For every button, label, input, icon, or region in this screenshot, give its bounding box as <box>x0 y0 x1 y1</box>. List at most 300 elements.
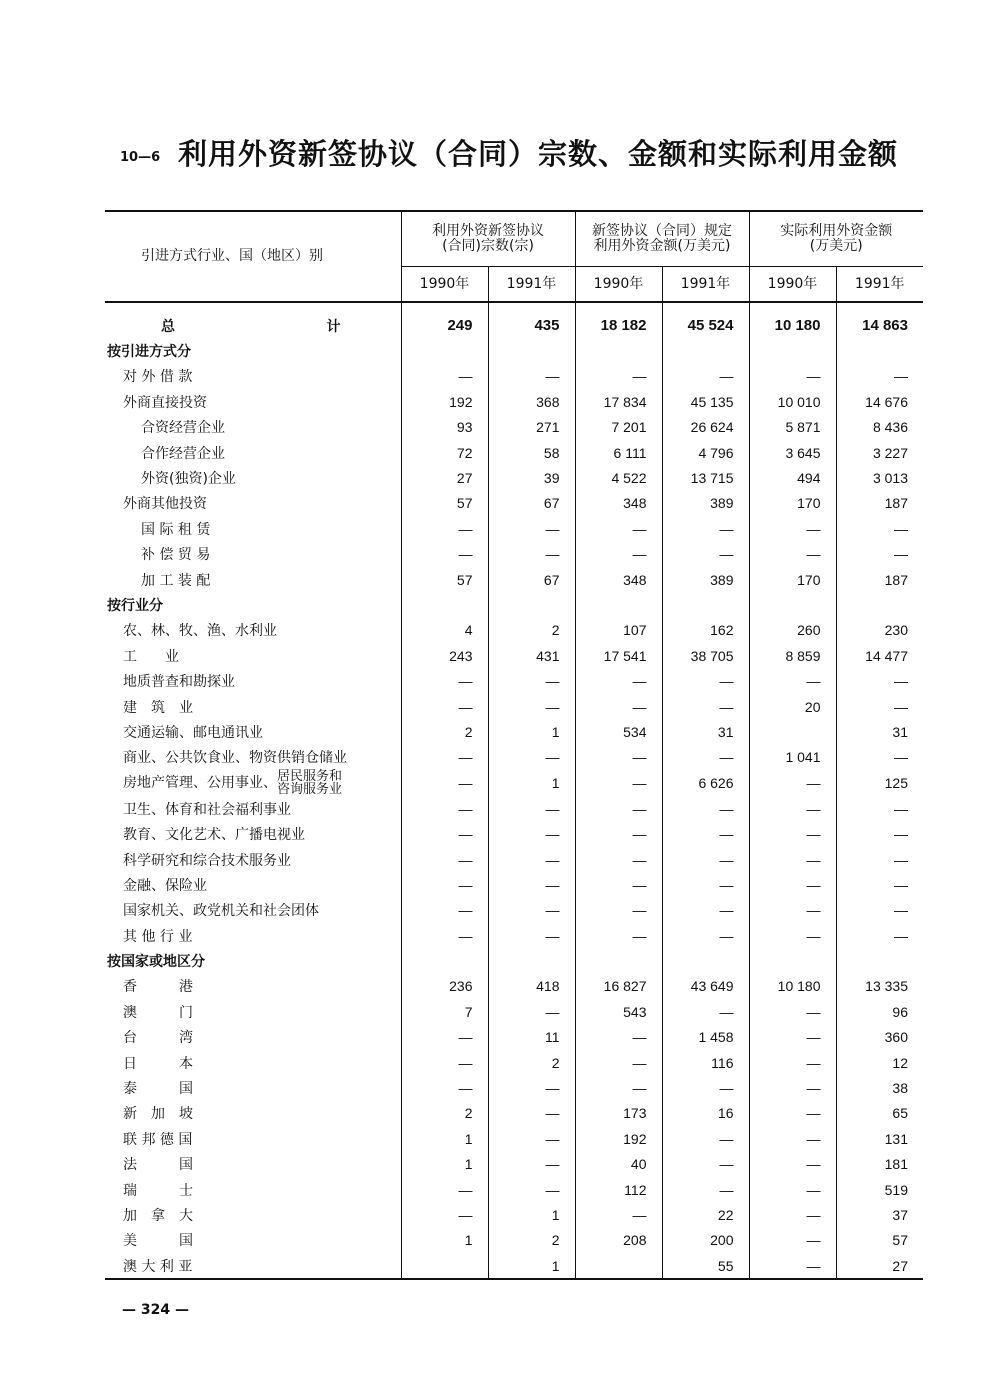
table-cell: 418 <box>488 974 575 999</box>
table-cell: — <box>662 1075 749 1100</box>
table-cell: 192 <box>575 1126 662 1151</box>
row-label: 对 外 借 款 <box>123 369 193 386</box>
table-row <box>105 389 923 414</box>
table-cell: 187 <box>836 491 923 516</box>
table-cell: 192 <box>401 389 488 414</box>
table-cell: — <box>662 516 749 541</box>
row-label: 国 际 租 赁 <box>141 521 211 538</box>
row-label: 加 工 装 配 <box>141 572 211 589</box>
table-cell: — <box>749 923 836 948</box>
table-cell: — <box>575 694 662 719</box>
table-cell: — <box>401 1075 488 1100</box>
table-cell: — <box>488 821 575 846</box>
table-cell: — <box>749 898 836 923</box>
table-cell: — <box>401 821 488 846</box>
row-label: 交通运输、邮电通讯业 <box>123 724 263 741</box>
table-cell: 13 715 <box>662 465 749 490</box>
table-cell: — <box>836 668 923 693</box>
table-cell: — <box>749 1177 836 1202</box>
table-cell: 170 <box>749 491 836 516</box>
table-cell: — <box>836 872 923 897</box>
table-cell: — <box>488 745 575 770</box>
table-cell: 45 524 <box>662 313 749 338</box>
table-cell: 431 <box>488 643 575 668</box>
row-label: 瑞 士 <box>123 1182 193 1199</box>
table-cell: 181 <box>836 1152 923 1177</box>
total-label-part: 计 <box>326 318 341 335</box>
table-cell: 31 <box>836 719 923 744</box>
table-cell: — <box>749 542 836 567</box>
table-cell: 7 201 <box>575 415 662 440</box>
table-row <box>105 364 923 389</box>
table-row <box>105 491 923 516</box>
row-label: 国家机关、政党机关和社会团体 <box>123 903 319 920</box>
row-label: 香 港 <box>123 979 193 996</box>
group-header-contracts: 利用外资新签协议 (合同)宗数(宗) <box>401 211 575 267</box>
table-cell: 1 <box>488 1253 575 1279</box>
table-cell: 162 <box>662 618 749 643</box>
table-cell: — <box>749 1202 836 1227</box>
table-cell: — <box>488 516 575 541</box>
year-header: 1991年 <box>662 267 749 303</box>
table-cell: — <box>662 923 749 948</box>
table-cell <box>401 1253 488 1279</box>
table-cell: 20 <box>749 694 836 719</box>
table-cell: 1 <box>401 1152 488 1177</box>
table-cell: 43 649 <box>662 974 749 999</box>
table-row <box>105 1228 923 1253</box>
row-label-header: 引进方式行业、国（地区）别 <box>141 248 323 264</box>
row-label: 其 他 行 业 <box>123 928 193 945</box>
table-cell: 40 <box>575 1152 662 1177</box>
table-row <box>105 745 923 770</box>
row-label: 联 邦 德 国 <box>123 1131 193 1148</box>
row-label: 工 业 <box>123 648 179 665</box>
table-cell: — <box>662 847 749 872</box>
table-cell: — <box>575 1075 662 1100</box>
table-cell: — <box>401 694 488 719</box>
table-cell: 6 111 <box>575 440 662 465</box>
table-cell: — <box>749 1025 836 1050</box>
table-row <box>105 796 923 821</box>
table-cell: — <box>488 847 575 872</box>
table-cell: — <box>749 999 836 1024</box>
row-label: 商业、公共饮食业、物资供销仓储业 <box>123 750 347 767</box>
table-cell: — <box>662 668 749 693</box>
table-cell: — <box>749 796 836 821</box>
table-cell: 1 <box>401 1228 488 1253</box>
table-cell: 3 645 <box>749 440 836 465</box>
table-cell: — <box>488 1177 575 1202</box>
table-cell: 10 180 <box>749 313 836 338</box>
year-header: 1990年 <box>575 267 662 303</box>
table-cell: 39 <box>488 465 575 490</box>
table-cell: 125 <box>836 770 923 796</box>
table-header <box>105 211 923 302</box>
table-cell: — <box>662 1126 749 1151</box>
table-cell: — <box>749 364 836 389</box>
table-cell: — <box>662 898 749 923</box>
table-cell: 38 705 <box>662 643 749 668</box>
table-cell: 243 <box>401 643 488 668</box>
table-row <box>105 719 923 744</box>
table-row <box>105 668 923 693</box>
table-cell: — <box>662 694 749 719</box>
table-cell: — <box>488 923 575 948</box>
table-cell: — <box>836 745 923 770</box>
row-label: 合作经营企业 <box>141 445 225 462</box>
row-label: 外资(独资)企业 <box>141 471 236 488</box>
table-row <box>105 415 923 440</box>
table-cell: — <box>749 1253 836 1279</box>
table-cell: — <box>488 1126 575 1151</box>
table-cell: — <box>749 1126 836 1151</box>
table-row <box>105 567 923 592</box>
table-cell: — <box>836 847 923 872</box>
table-row <box>105 898 923 923</box>
table-cell: 348 <box>575 567 662 592</box>
table-cell: — <box>749 821 836 846</box>
section-header-row <box>105 338 923 363</box>
table-cell: 260 <box>749 618 836 643</box>
page-title <box>120 132 940 180</box>
table-cell: 5 871 <box>749 415 836 440</box>
table-cell: 348 <box>575 491 662 516</box>
table-cell: 360 <box>836 1025 923 1050</box>
row-label: 金融、保险业 <box>123 877 207 894</box>
table-row <box>105 1177 923 1202</box>
table-cell: 65 <box>836 1101 923 1126</box>
table-cell: — <box>749 1152 836 1177</box>
table-cell: 3 013 <box>836 465 923 490</box>
table-row <box>105 694 923 719</box>
table-row <box>105 770 923 796</box>
table-cell: 230 <box>836 618 923 643</box>
table-cell: — <box>488 542 575 567</box>
statistics-table <box>105 210 923 1280</box>
group-header-actual-amount: 实际利用外资金额 (万美元) <box>749 211 923 267</box>
table-cell: — <box>575 668 662 693</box>
table-cell: — <box>488 694 575 719</box>
table-cell: 187 <box>836 567 923 592</box>
row-label: 卫生、体育和社会福利事业 <box>123 801 291 818</box>
table-row <box>105 440 923 465</box>
table-cell: 8 859 <box>749 643 836 668</box>
table-cell: 45 135 <box>662 389 749 414</box>
table-cell: 534 <box>575 719 662 744</box>
table-cell: 494 <box>749 465 836 490</box>
table-cell: 2 <box>488 1050 575 1075</box>
table-cell: 1 <box>488 719 575 744</box>
table-cell: — <box>575 847 662 872</box>
table-cell: — <box>401 542 488 567</box>
table-cell: — <box>662 999 749 1024</box>
table-cell: — <box>575 821 662 846</box>
table-cell: — <box>836 516 923 541</box>
table-cell: 3 227 <box>836 440 923 465</box>
table-cell: — <box>488 1152 575 1177</box>
table-cell: — <box>401 745 488 770</box>
table-cell: — <box>749 516 836 541</box>
table-cell: 236 <box>401 974 488 999</box>
table-cell: 55 <box>662 1253 749 1279</box>
table-cell: 7 <box>401 999 488 1024</box>
table-cell: 17 541 <box>575 643 662 668</box>
table-cell: 116 <box>662 1050 749 1075</box>
year-header: 1990年 <box>749 267 836 303</box>
row-label: 泰 国 <box>123 1081 193 1098</box>
table-cell: 6 626 <box>662 770 749 796</box>
table-cell: 38 <box>836 1075 923 1100</box>
table-row <box>105 1253 923 1279</box>
table-row <box>105 618 923 643</box>
table-cell: — <box>575 1025 662 1050</box>
group-header-contract-amount: 新签协议（合同）规定 利用外资金额(万美元) <box>575 211 749 267</box>
table-cell: — <box>488 1101 575 1126</box>
row-label: 农、林、牧、渔、水利业 <box>123 623 277 640</box>
table-cell: — <box>401 847 488 872</box>
table-cell: — <box>401 1177 488 1202</box>
table-cell: — <box>836 898 923 923</box>
row-label: 日 本 <box>123 1055 193 1072</box>
table-cell: — <box>401 872 488 897</box>
table-title: 利用外资新签协议（合同）宗数、金额和实际利用金额 <box>178 137 899 171</box>
table-cell: 519 <box>836 1177 923 1202</box>
table-cell <box>749 719 836 744</box>
table-cell: 389 <box>662 491 749 516</box>
table-cell: 1 458 <box>662 1025 749 1050</box>
row-label: 加 拿 大 <box>123 1207 193 1224</box>
table-cell: — <box>749 872 836 897</box>
row-label: 补 偿 贸 易 <box>141 547 211 564</box>
table-cell: — <box>749 1075 836 1100</box>
table-cell: 543 <box>575 999 662 1024</box>
table-cell: 131 <box>836 1126 923 1151</box>
table-row <box>105 821 923 846</box>
table-cell: — <box>749 1050 836 1075</box>
row-label: 建 筑 业 <box>123 699 193 716</box>
table-row <box>105 872 923 897</box>
year-header: 1991年 <box>836 267 923 303</box>
table-cell: 389 <box>662 567 749 592</box>
table-cell: — <box>662 542 749 567</box>
table-cell: 72 <box>401 440 488 465</box>
table-cell: 2 <box>401 719 488 744</box>
table-cell: — <box>575 542 662 567</box>
table-cell: — <box>488 872 575 897</box>
table-cell: — <box>662 796 749 821</box>
table-cell: — <box>488 999 575 1024</box>
table-row <box>105 542 923 567</box>
table-row <box>105 1126 923 1151</box>
table-row <box>105 974 923 999</box>
table-cell: 14 477 <box>836 643 923 668</box>
table-cell: 435 <box>488 313 575 338</box>
table-cell: 173 <box>575 1101 662 1126</box>
table-cell: 18 182 <box>575 313 662 338</box>
table-cell: 249 <box>401 313 488 338</box>
table-cell: — <box>662 821 749 846</box>
table-cell: 200 <box>662 1228 749 1253</box>
table-cell: — <box>401 668 488 693</box>
table-cell: — <box>575 516 662 541</box>
table-cell: 12 <box>836 1050 923 1075</box>
table-cell: — <box>662 872 749 897</box>
total-row <box>105 313 923 338</box>
table-cell: — <box>662 745 749 770</box>
table-row <box>105 1050 923 1075</box>
table-row <box>105 923 923 948</box>
table-row <box>105 1025 923 1050</box>
table-number: 10—6 <box>120 150 161 165</box>
row-label: 澳 大 利 亚 <box>123 1258 193 1275</box>
table-cell: — <box>401 364 488 389</box>
table-row <box>105 1152 923 1177</box>
table-cell: — <box>575 796 662 821</box>
table-cell: — <box>488 898 575 923</box>
table-cell: — <box>401 1050 488 1075</box>
table-cell: 27 <box>401 465 488 490</box>
row-label: 法 国 <box>123 1157 193 1174</box>
row-label: 科学研究和综合技术服务业 <box>123 852 291 869</box>
table-row <box>105 847 923 872</box>
table-cell: 27 <box>836 1253 923 1279</box>
table-cell: — <box>488 364 575 389</box>
table-cell: 57 <box>401 491 488 516</box>
table-cell: 4 522 <box>575 465 662 490</box>
row-label: 地质普查和勘探业 <box>123 674 235 691</box>
table-cell: 16 827 <box>575 974 662 999</box>
table-cell: — <box>749 668 836 693</box>
page-number: — 324 — <box>122 1302 189 1318</box>
table-cell: 11 <box>488 1025 575 1050</box>
table-cell: — <box>749 1228 836 1253</box>
table-cell: — <box>575 1202 662 1227</box>
table-row <box>105 1202 923 1227</box>
table-cell: 58 <box>488 440 575 465</box>
table-cell: 208 <box>575 1228 662 1253</box>
table-cell: — <box>401 516 488 541</box>
table-cell: 67 <box>488 491 575 516</box>
table-body <box>105 302 923 1279</box>
table-cell: 93 <box>401 415 488 440</box>
section-header-row <box>105 592 923 617</box>
table-row <box>105 643 923 668</box>
table-cell: 368 <box>488 389 575 414</box>
table-row <box>105 516 923 541</box>
table-cell: — <box>488 1075 575 1100</box>
table-cell: — <box>401 898 488 923</box>
section-header-row <box>105 948 923 973</box>
table-cell: — <box>575 745 662 770</box>
table-cell: 1 <box>488 770 575 796</box>
year-header: 1991年 <box>488 267 575 303</box>
table-cell: 14 863 <box>836 313 923 338</box>
table-cell: 112 <box>575 1177 662 1202</box>
table-cell: — <box>836 364 923 389</box>
total-label-part: 总 <box>161 318 175 335</box>
table-cell: 8 436 <box>836 415 923 440</box>
table-cell: — <box>488 668 575 693</box>
table-cell: 1 041 <box>749 745 836 770</box>
table-cell: — <box>575 923 662 948</box>
row-label: 外商直接投资 <box>123 394 207 411</box>
row-label: 合资经营企业 <box>141 420 225 437</box>
table-cell: — <box>575 898 662 923</box>
table-cell: 10 180 <box>749 974 836 999</box>
row-label: 澳 门 <box>123 1004 193 1021</box>
table-cell: — <box>749 1101 836 1126</box>
table-cell: — <box>401 1025 488 1050</box>
table-cell: 16 <box>662 1101 749 1126</box>
table-row <box>105 1101 923 1126</box>
table-cell: 31 <box>662 719 749 744</box>
table-row <box>105 465 923 490</box>
row-label: 台 湾 <box>123 1030 193 1047</box>
table-cell: 17 834 <box>575 389 662 414</box>
table-cell: 1 <box>488 1202 575 1227</box>
row-label: 房地产管理、公用事业、 居民服务和 咨询服务业 <box>123 769 343 798</box>
table-cell: — <box>575 770 662 796</box>
table-cell: 14 676 <box>836 389 923 414</box>
table-cell: — <box>836 542 923 567</box>
table-cell: — <box>401 1202 488 1227</box>
row-label: 教育、文化艺术、广播电视业 <box>123 827 305 844</box>
table-row <box>105 1075 923 1100</box>
table-cell: 4 <box>401 618 488 643</box>
section-title: 按行业分 <box>107 597 163 614</box>
table-cell: — <box>836 796 923 821</box>
table-cell: 57 <box>401 567 488 592</box>
table-cell: 271 <box>488 415 575 440</box>
table-cell: 4 796 <box>662 440 749 465</box>
table-cell: — <box>662 1177 749 1202</box>
table-cell: — <box>401 770 488 796</box>
table-cell: 22 <box>662 1202 749 1227</box>
section-title: 按国家或地区分 <box>107 954 205 971</box>
table-cell: 26 624 <box>662 415 749 440</box>
table-cell: 170 <box>749 567 836 592</box>
table-cell: 10 010 <box>749 389 836 414</box>
row-label: 新 加 坡 <box>123 1106 193 1123</box>
row-label: 美 国 <box>123 1233 193 1250</box>
table-cell: 37 <box>836 1202 923 1227</box>
table-cell: 2 <box>401 1101 488 1126</box>
table-cell: — <box>749 847 836 872</box>
row-label: 外商其他投资 <box>123 496 207 513</box>
table-cell: — <box>662 1152 749 1177</box>
table-cell: — <box>662 364 749 389</box>
table-cell <box>575 1253 662 1279</box>
table-cell: — <box>575 1050 662 1075</box>
table-row <box>105 999 923 1024</box>
table-cell: — <box>575 364 662 389</box>
table-cell: 67 <box>488 567 575 592</box>
table-cell: 2 <box>488 1228 575 1253</box>
table-cell: — <box>401 923 488 948</box>
year-header: 1990年 <box>401 267 488 303</box>
table-cell: — <box>836 923 923 948</box>
table-cell: 13 335 <box>836 974 923 999</box>
table-cell: — <box>836 694 923 719</box>
table-cell: 96 <box>836 999 923 1024</box>
table-cell: — <box>749 770 836 796</box>
table-cell: — <box>575 872 662 897</box>
table-cell: 1 <box>401 1126 488 1151</box>
table-cell: — <box>836 821 923 846</box>
table-cell: — <box>401 796 488 821</box>
section-title: 按引进方式分 <box>107 344 191 361</box>
